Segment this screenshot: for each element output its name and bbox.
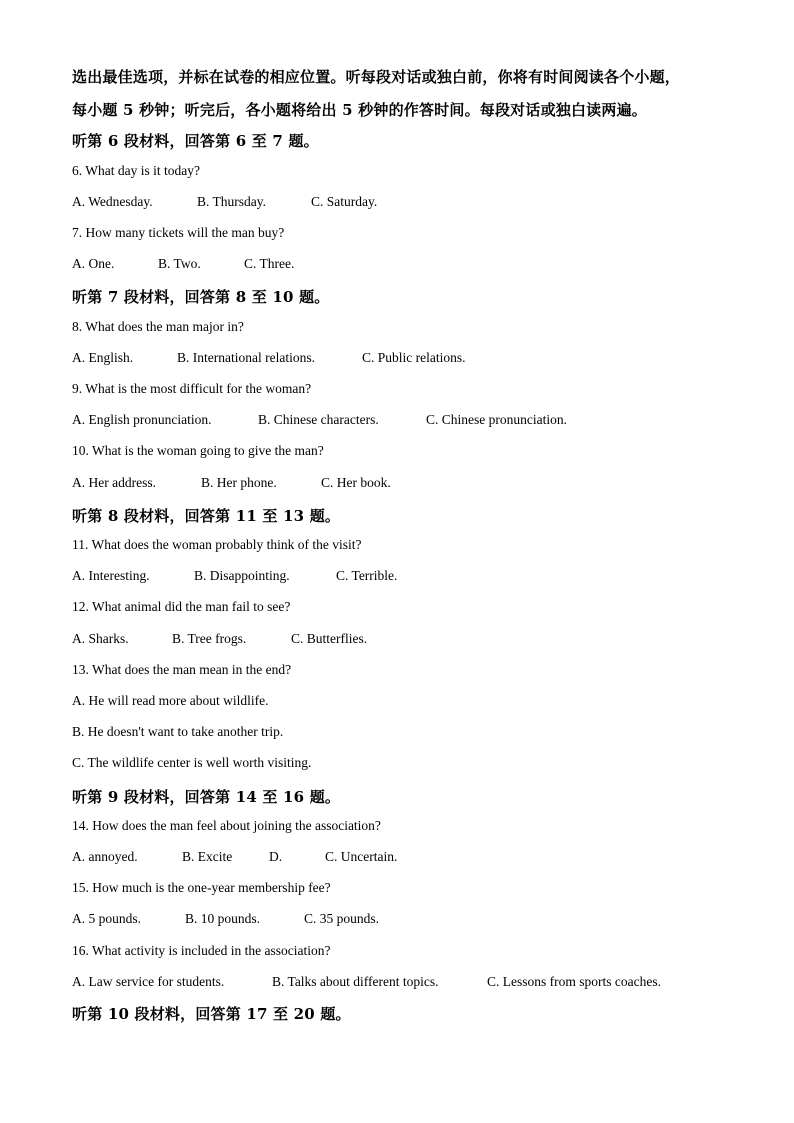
q14-option-b: B. Excite bbox=[182, 849, 233, 864]
q11-option-c: C. Terrible. bbox=[336, 568, 398, 583]
q13-option-a: A. He will read more about wildlife. bbox=[72, 693, 269, 708]
q15-option-a: A. 5 pounds. bbox=[72, 911, 142, 926]
question-12: 12. What animal did the man fail to see? bbox=[72, 599, 291, 614]
question-13: 13. What does the man mean in the end? bbox=[72, 662, 292, 677]
q7-option-a: A. One. bbox=[72, 256, 115, 271]
q8-option-a: A. English. bbox=[72, 350, 134, 365]
q15-option-b: B. 10 pounds. bbox=[185, 911, 261, 926]
q10-option-c: C. Her book. bbox=[321, 475, 391, 490]
question-6: 6. What day is it today? bbox=[72, 163, 200, 178]
section-heading-6: 听第 6 段材料，回答第 6 至 7 题。 bbox=[72, 132, 319, 150]
section-heading-10: 听第 10 段材料，回答第 17 至 20 题。 bbox=[72, 1005, 351, 1023]
q12-option-a: A. Sharks. bbox=[72, 631, 129, 646]
q11-option-a: A. Interesting. bbox=[72, 568, 150, 583]
question-11: 11. What does the woman probably think of the visit? bbox=[72, 537, 362, 552]
q9-option-b: B. Chinese characters. bbox=[258, 412, 379, 427]
q6-option-c: C. Saturday. bbox=[311, 194, 378, 209]
question-16: 16. What activity is included in the association? bbox=[72, 943, 331, 958]
q13-option-c: C. The wildlife center is well worth visiting. bbox=[72, 755, 312, 770]
question-10: 10. What is the woman going to give the man? bbox=[72, 443, 324, 458]
question-9: 9. What is the most difficult for the woman? bbox=[72, 381, 312, 396]
q16-option-b: B. Talks about different topics. bbox=[272, 974, 439, 989]
q9-option-a: A. English pronunciation. bbox=[72, 412, 212, 427]
q11-option-b: B. Disappointing. bbox=[194, 568, 290, 583]
q14-option-d: D. bbox=[269, 849, 283, 864]
q13-option-b: B. He doesn't want to take another trip. bbox=[72, 724, 284, 739]
q8-option-c: C. Public relations. bbox=[362, 350, 466, 365]
q10-option-a: A. Her address. bbox=[72, 475, 156, 490]
question-7: 7. How many tickets will the man buy? bbox=[72, 225, 285, 240]
q9-option-c: C. Chinese pronunciation. bbox=[426, 412, 567, 427]
q8-option-b: B. International relations. bbox=[177, 350, 315, 365]
section-heading-8: 听第 8 段材料，回答第 11 至 13 题。 bbox=[72, 507, 341, 525]
question-14: 14. How does the man feel about joining the association? bbox=[72, 818, 381, 833]
instructions-line-2: 每小题 5 秒钟；听完后，各小题将给出 5 秒钟的作答时间。每段对话或独白读两遍。 bbox=[72, 101, 647, 119]
q16-option-a: A. Law service for students. bbox=[72, 974, 225, 989]
q7-option-c: C. Three. bbox=[244, 256, 295, 271]
section-heading-7: 听第 7 段材料，回答第 8 至 10 题。 bbox=[72, 288, 330, 306]
q14-option-a: A. annoyed. bbox=[72, 849, 138, 864]
q15-option-c: C. 35 pounds. bbox=[304, 911, 380, 926]
question-15: 15. How much is the one-year membership fee? bbox=[72, 880, 331, 895]
q6-option-a: A. Wednesday. bbox=[72, 194, 153, 209]
q12-option-b: B. Tree frogs. bbox=[172, 631, 247, 646]
q10-option-b: B. Her phone. bbox=[201, 475, 277, 490]
q7-option-b: B. Two. bbox=[158, 256, 201, 271]
q14-option-c: C. Uncertain. bbox=[325, 849, 398, 864]
question-8: 8. What does the man major in? bbox=[72, 319, 244, 334]
q6-option-b: B. Thursday. bbox=[197, 194, 266, 209]
q16-option-c: C. Lessons from sports coaches. bbox=[487, 974, 661, 989]
q12-option-c: C. Butterflies. bbox=[291, 631, 368, 646]
instructions-line-1: 选出最佳选项，并标在试卷的相应位置。听每段对话或独白前，你将有时间阅读各个小题， bbox=[72, 68, 681, 86]
section-heading-9: 听第 9 段材料，回答第 14 至 16 题。 bbox=[72, 788, 341, 806]
